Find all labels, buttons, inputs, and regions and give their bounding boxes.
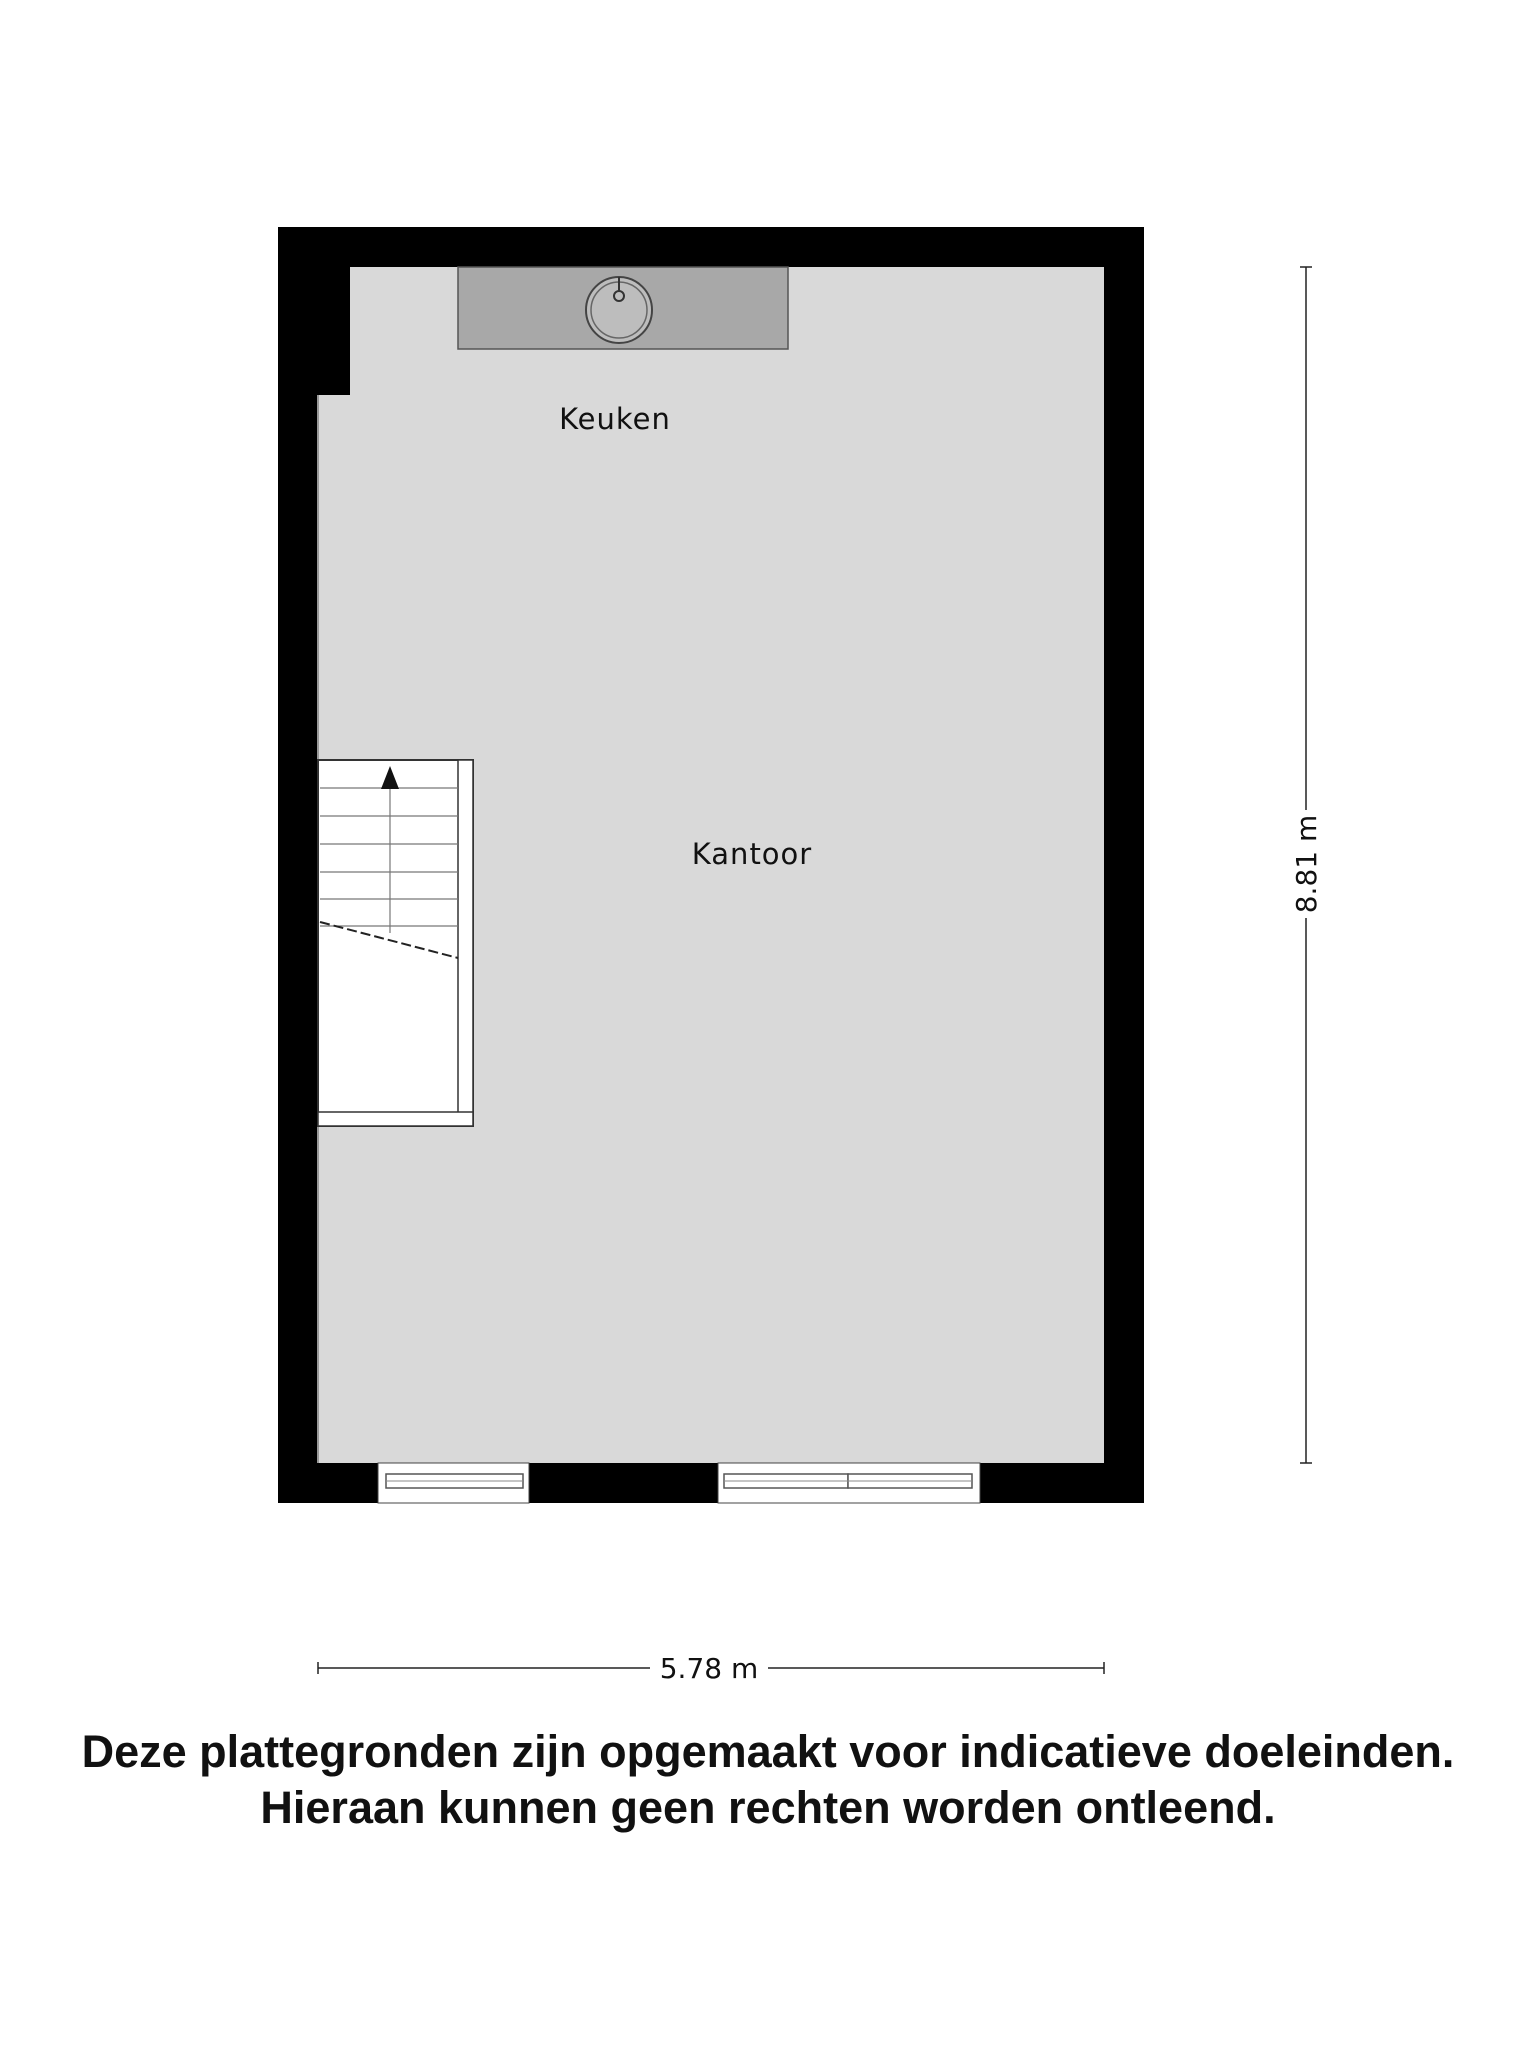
height-dimension <box>1290 267 1323 1463</box>
height-dimension-label: 8.81 m <box>1290 814 1323 914</box>
room-label-keuken: Keuken <box>559 402 671 436</box>
sink-icon <box>586 277 652 343</box>
window-right <box>718 1463 980 1503</box>
room-label-kantoor: Kantoor <box>691 837 813 871</box>
staircase <box>318 760 473 1126</box>
width-dimension-label: 5.78 m <box>659 1652 759 1685</box>
kitchen-counter <box>458 267 788 349</box>
width-dimension <box>318 1652 1104 1685</box>
disclaimer-line-1: Deze plattegronden zijn opgemaakt voor indicatieve doeleinden. <box>81 1726 1455 1777</box>
window-left <box>378 1463 529 1503</box>
disclaimer-line-2: Hieraan kunnen geen rechten worden ontleend. <box>260 1782 1276 1833</box>
disclaimer <box>0 1724 1536 1836</box>
